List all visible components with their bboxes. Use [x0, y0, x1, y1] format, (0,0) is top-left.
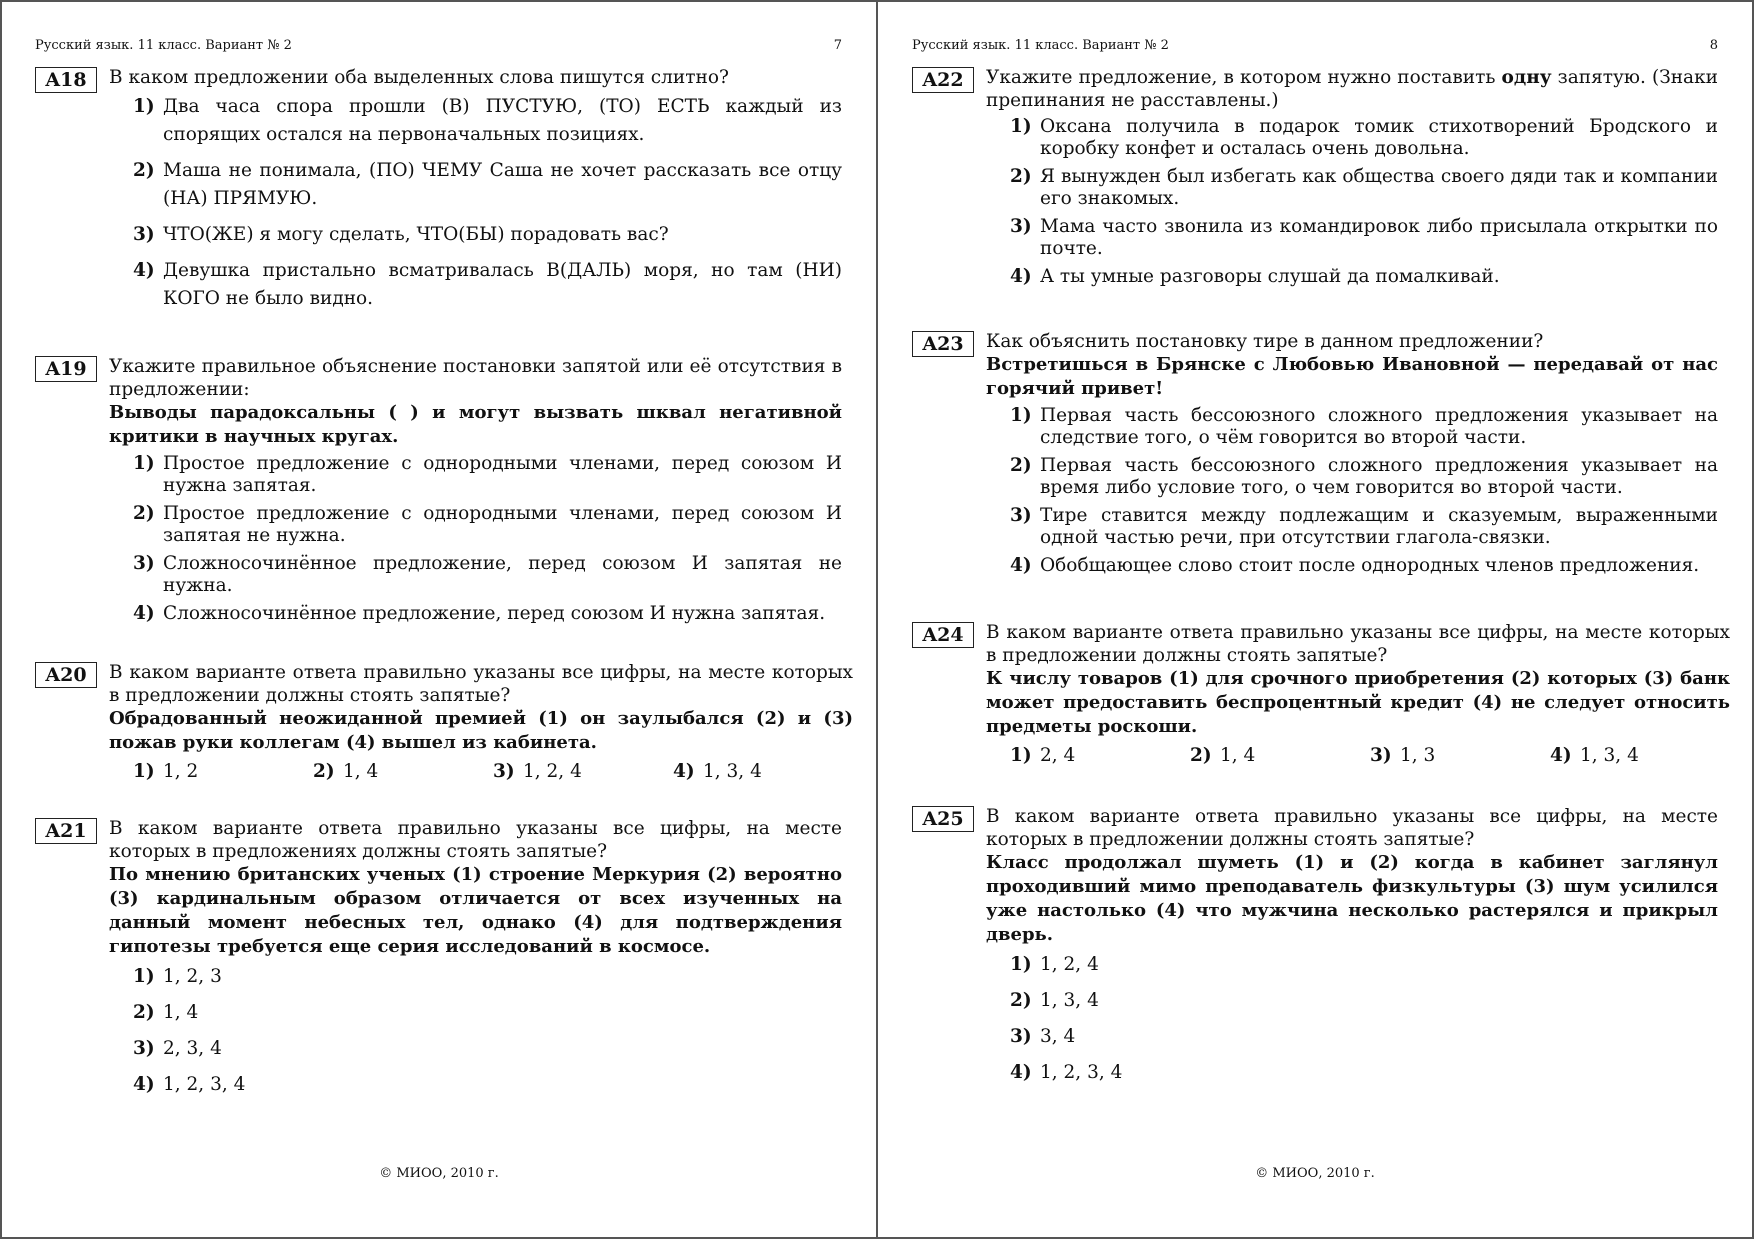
question-text: В каком варианте ответа правильно указаны все цифры, на месте которых в предложениях должны стоять запятые?	[109, 818, 842, 862]
option-text: Девушка пристально всматривалась В(ДАЛЬ) моря, но там (НИ) КОГО не было видно.	[163, 260, 842, 309]
answer-option[interactable]	[1010, 455, 1718, 499]
option-number: 3)	[1010, 216, 1032, 237]
sentence-stem: Встретишься в Брянске с Любовью Ивановной — передавай от нас горячий привет!	[986, 354, 1718, 399]
option-number: 3)	[1010, 1026, 1032, 1047]
answer-option[interactable]	[133, 999, 842, 1027]
task-a23	[912, 330, 1718, 583]
option-text: 1, 4	[163, 1002, 199, 1023]
option-number: 4)	[1010, 1062, 1032, 1083]
running-head	[912, 38, 1718, 60]
task-a20	[35, 661, 853, 783]
option-number: 4)	[133, 260, 155, 281]
option-number: 1)	[1010, 954, 1032, 975]
answer-option[interactable]	[133, 453, 842, 497]
task-number-box: A24	[912, 622, 974, 648]
answer-option[interactable]	[133, 1071, 842, 1099]
answer-option[interactable]	[1010, 166, 1718, 210]
answer-option[interactable]	[133, 553, 842, 597]
header-title: Русский язык. 11 класс. Вариант № 2	[35, 38, 292, 53]
option-text: 2, 4	[1040, 745, 1076, 766]
page-footer: © МИОО, 2010 г.	[1255, 1166, 1375, 1181]
option-number: 2)	[133, 503, 155, 524]
option-number: 4)	[1010, 266, 1032, 287]
answer-option[interactable]	[1010, 505, 1718, 549]
option-number: 2)	[313, 761, 335, 782]
answer-option[interactable]	[673, 761, 853, 783]
option-text: Сложносочинённое предложение, перед союзом И запятая не нужна.	[163, 553, 842, 596]
sentence-stem: К числу товаров (1) для срочного приобретения (2) которых (3) банк может предоставить беспроцентный кредит (4) не следует относить предметы роскоши.	[986, 668, 1730, 737]
option-text: 1, 3	[1400, 745, 1436, 766]
page-footer: © МИОО, 2010 г.	[379, 1166, 499, 1181]
option-text: Простое предложение с однородными членами, перед союзом И нужна запятая.	[163, 453, 842, 496]
question-text	[986, 66, 1718, 112]
task-number-box: A22	[912, 67, 974, 93]
option-number: 1)	[133, 453, 155, 474]
option-text: Первая часть бессоюзного сложного предложения указывает на следствие того, о чём говорится во второй части.	[1040, 405, 1718, 448]
option-text: 1, 2, 4	[523, 761, 582, 782]
option-text: Первая часть бессоюзного сложного предложения указывает на время либо условие того, о чем говорится во второй части.	[1040, 455, 1718, 498]
option-text: Оксана получила в подарок томик стихотворений Бродского и коробку конфет и осталась очень довольна.	[1040, 116, 1718, 159]
page-8	[878, 2, 1752, 1239]
option-number: 1)	[1010, 116, 1032, 137]
option-text: Простое предложение с однородными членами, перед союзом И запятая не нужна.	[163, 503, 842, 546]
option-number: 3)	[133, 224, 155, 245]
option-number: 4)	[1550, 745, 1572, 766]
option-text: Маша не понимала, (ПО) ЧЕМУ Саша не хочет рассказать все отцу (НА) ПРЯМУЮ.	[163, 160, 842, 209]
task-a24	[912, 621, 1730, 767]
option-text: 3, 4	[1040, 1026, 1076, 1047]
option-text: 1, 3, 4	[1040, 990, 1099, 1011]
answer-option[interactable]	[133, 257, 842, 313]
option-number: 1)	[133, 966, 155, 987]
option-text: 1, 3, 4	[1580, 745, 1639, 766]
option-text: Я вынужден был избегать как общества своего дяди так и компании его знакомых.	[1040, 166, 1718, 209]
task-a19	[35, 355, 842, 631]
answer-option[interactable]	[1370, 745, 1550, 767]
task-number-box: A19	[35, 356, 97, 382]
task-number-box: A20	[35, 662, 97, 688]
answer-option[interactable]	[1010, 745, 1190, 767]
page-number: 8	[1709, 38, 1718, 53]
answer-option[interactable]	[133, 93, 842, 149]
option-number: 1)	[1010, 745, 1032, 766]
task-a25	[912, 805, 1718, 1095]
sentence-stem: Класс продолжал шуметь (1) и (2) когда в кабинет заглянул проходивший мимо преподаватель физкультуры (3) шум усилился уже настолько (4) что мужчина несколько растерялся и прикрыл дверь.	[986, 852, 1718, 945]
answer-option[interactable]	[133, 503, 842, 547]
answer-option[interactable]	[133, 157, 842, 213]
question-text-start: Укажите предложение, в котором нужно поставить	[986, 67, 1496, 88]
sentence-stem: Обрадованный неожиданной премией (1) он заулыбался (2) и (3) пожав руки коллегам (4) вышел из кабинета.	[109, 708, 853, 753]
answer-option[interactable]	[1010, 555, 1718, 577]
answer-option[interactable]	[313, 761, 493, 783]
option-text: Обобщающее слово стоит после однородных членов предложения.	[1040, 555, 1700, 576]
question-text: Укажите правильное объяснение постановки запятой или её отсутствия в предложении:	[109, 356, 842, 400]
option-text: ЧТО(ЖЕ) я могу сделать, ЧТО(БЫ) порадовать вас?	[163, 224, 669, 245]
answer-option[interactable]	[133, 761, 313, 783]
option-text: А ты умные разговоры слушай да помалкивай.	[1040, 266, 1500, 287]
option-text: 1, 4	[343, 761, 379, 782]
question-text: Как объяснить постановку тире в данном предложении?	[986, 331, 1544, 352]
question-text: В каком варианте ответа правильно указаны все цифры, на месте которых в предложении должны стоять запятые?	[109, 662, 853, 706]
sentence-stem: Выводы парадоксальны ( ) и могут вызвать шквал негативной критики в научных кругах.	[109, 402, 842, 447]
option-number: 4)	[133, 1074, 155, 1095]
header-title: Русский язык. 11 класс. Вариант № 2	[912, 38, 1169, 53]
option-number: 2)	[1010, 166, 1032, 187]
option-text: 1, 2, 3, 4	[1040, 1062, 1123, 1083]
option-text: Два часа спора прошли (В) ПУСТУЮ, (ТО) ЕСТЬ каждый из спорящих остался на первоначальных позициях.	[163, 96, 842, 145]
question-text: В каком варианте ответа правильно указаны все цифры, на месте которых в предложении должны стоять запятые?	[986, 622, 1730, 666]
answer-option[interactable]	[1010, 116, 1718, 160]
answer-option[interactable]	[493, 761, 673, 783]
option-number: 2)	[1010, 990, 1032, 1011]
sentence-stem: По мнению британских ученых (1) строение Меркурия (2) вероятно (3) кардинальным образом отличается от всех изученных на данный момент небесных тел, однако (4) для подтверждения гипотезы требуется еще серия исследований в космосе.	[109, 864, 842, 957]
option-number: 1)	[133, 96, 155, 117]
page-number: 7	[833, 38, 842, 53]
task-number-box: A25	[912, 806, 974, 832]
option-number: 3)	[493, 761, 515, 782]
page-7	[2, 2, 878, 1239]
option-text: 1, 2, 4	[1040, 954, 1099, 975]
task-a22	[912, 66, 1718, 294]
question-text-end: запятую. (Знаки препинания не расставлены.)	[986, 67, 1718, 111]
option-number: 2)	[133, 1002, 155, 1023]
option-text: 2, 3, 4	[163, 1038, 222, 1059]
answer-option[interactable]	[1190, 745, 1370, 767]
answer-option[interactable]	[133, 963, 842, 991]
option-number: 2)	[133, 160, 155, 181]
running-head	[35, 38, 842, 60]
answer-option[interactable]	[133, 603, 842, 625]
answer-option[interactable]	[1010, 405, 1718, 449]
answer-option[interactable]	[1010, 266, 1718, 288]
option-number: 4)	[1010, 555, 1032, 576]
option-number: 2)	[1010, 455, 1032, 476]
option-number: 4)	[133, 603, 155, 624]
option-number: 4)	[673, 761, 695, 782]
option-text: Мама часто звонила из командировок либо присылала открытки по почте.	[1040, 216, 1718, 259]
option-number: 1)	[133, 761, 155, 782]
question-text: В каком предложении оба выделенных слова пишутся слитно?	[109, 67, 729, 88]
option-number: 3)	[133, 553, 155, 574]
option-text: Тире ставится между подлежащим и сказуемым, выраженными одной частью речи, при отсутствии глагола-связки.	[1040, 505, 1718, 548]
answer-option[interactable]	[1010, 987, 1718, 1015]
option-text: 1, 2	[163, 761, 199, 782]
option-text: 1, 3, 4	[703, 761, 762, 782]
option-number: 2)	[1190, 745, 1212, 766]
task-a18	[35, 66, 842, 321]
answer-option[interactable]	[133, 1035, 842, 1063]
answer-option[interactable]	[1010, 216, 1718, 260]
task-number-box: A23	[912, 331, 974, 357]
task-a21	[35, 817, 842, 1107]
question-text: В каком варианте ответа правильно указаны все цифры, на месте которых в предложении должны стоять запятые?	[986, 806, 1718, 850]
answer-option[interactable]	[1010, 951, 1718, 979]
option-number: 1)	[1010, 405, 1032, 426]
option-number: 3)	[1370, 745, 1392, 766]
task-number-box: A18	[35, 67, 97, 93]
answer-option[interactable]	[1010, 1059, 1718, 1087]
option-number: 3)	[133, 1038, 155, 1059]
task-number-box: A21	[35, 818, 97, 844]
option-text: 1, 4	[1220, 745, 1256, 766]
answer-option[interactable]	[133, 221, 842, 249]
option-number: 3)	[1010, 505, 1032, 526]
question-emphasis: одну	[1501, 67, 1552, 88]
answer-option[interactable]	[1550, 745, 1730, 767]
option-text: Сложносочинённое предложение, перед союзом И нужна запятая.	[163, 603, 826, 624]
option-text: 1, 2, 3	[163, 966, 222, 987]
answer-option[interactable]	[1010, 1023, 1718, 1051]
option-text: 1, 2, 3, 4	[163, 1074, 246, 1095]
